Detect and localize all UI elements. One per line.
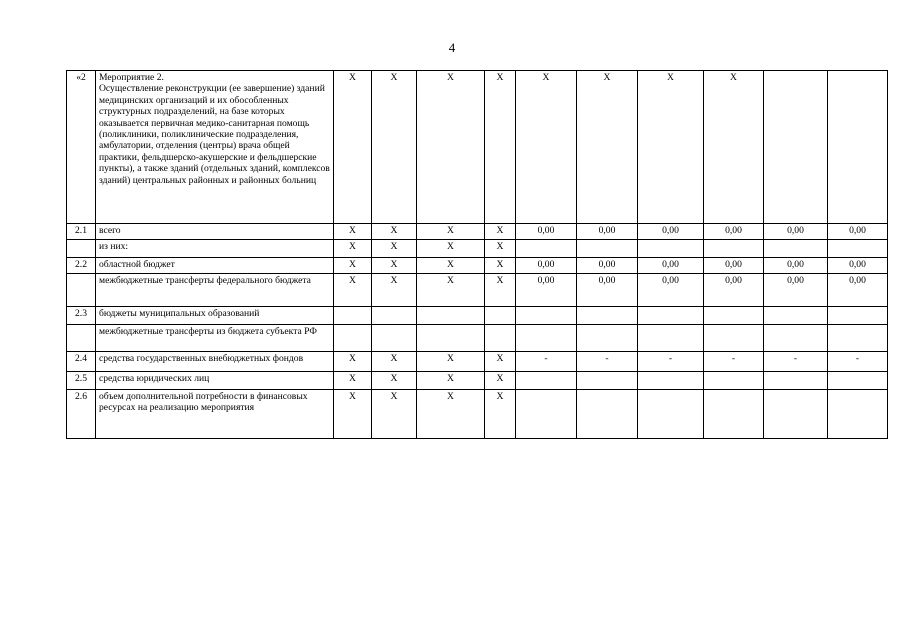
value-cell (516, 390, 577, 439)
value-cell: 0,00 (638, 224, 704, 240)
value-cell (334, 325, 372, 352)
table-body (67, 71, 888, 439)
value-cell: 0,00 (828, 274, 888, 307)
row-name-cell: межбюджетные трансферты из бюджета субъекта РФ (96, 325, 334, 352)
row-number-cell: 2.2 (67, 258, 96, 274)
value-cell: X (417, 240, 485, 258)
table-row (67, 71, 888, 224)
value-cell: X (417, 372, 485, 390)
value-cell (372, 307, 417, 325)
value-cell: - (516, 352, 577, 372)
value-cell (372, 325, 417, 352)
value-cell (764, 372, 828, 390)
table-row (67, 258, 888, 274)
value-cell: X (334, 224, 372, 240)
row-number-cell (67, 240, 96, 258)
value-cell: X (417, 352, 485, 372)
value-cell: 0,00 (704, 224, 764, 240)
value-cell (764, 307, 828, 325)
value-cell: X (417, 71, 485, 224)
value-cell: 0,00 (764, 274, 828, 307)
table-row (67, 224, 888, 240)
value-cell: 0,00 (764, 258, 828, 274)
value-cell: 0,00 (516, 224, 577, 240)
budget-table (66, 70, 888, 439)
value-cell (704, 372, 764, 390)
value-cell: - (577, 352, 638, 372)
value-cell (828, 307, 888, 325)
row-name-cell: средства юридических лиц (96, 372, 334, 390)
value-cell: X (372, 390, 417, 439)
value-cell (638, 325, 704, 352)
value-cell (764, 71, 828, 224)
value-cell (577, 372, 638, 390)
value-cell (577, 307, 638, 325)
value-cell (485, 307, 516, 325)
value-cell: X (417, 274, 485, 307)
value-cell: X (372, 372, 417, 390)
value-cell: X (485, 258, 516, 274)
row-number-cell: 2.5 (67, 372, 96, 390)
value-cell: X (334, 274, 372, 307)
value-cell: X (516, 71, 577, 224)
row-name-cell: всего (96, 224, 334, 240)
value-cell (704, 307, 764, 325)
table-row (67, 274, 888, 307)
row-number-cell (67, 274, 96, 307)
value-cell: X (372, 240, 417, 258)
table-row (67, 352, 888, 372)
value-cell: X (372, 258, 417, 274)
row-name-cell: бюджеты муниципальных образований (96, 307, 334, 325)
row-name-cell: объем дополнительной потребности в финансовых ресурсах на реализацию мероприятия (96, 390, 334, 439)
value-cell: 0,00 (638, 258, 704, 274)
value-cell (828, 325, 888, 352)
value-cell: X (638, 71, 704, 224)
value-cell (764, 325, 828, 352)
value-cell: - (828, 352, 888, 372)
value-cell: 0,00 (577, 274, 638, 307)
row-number-cell (67, 325, 96, 352)
value-cell: 0,00 (577, 258, 638, 274)
row-name-cell: Мероприятие 2. Осуществление реконструкции (ее завершение) зданий медицинских организаций и их обособленных структурных подразделений, на базе которых оказывается первичная медико-санитарная помощь (поликлиники, поликлинические подразделения, амбулатории, отделения (центры) врача общей практики, фельдшерско-акушерские и фельдшерские пункты), а также зданий (отдельных зданий, комплексов зданий) центральных районных и районных больниц (96, 71, 334, 224)
value-cell: 0,00 (828, 224, 888, 240)
value-cell: 0,00 (704, 258, 764, 274)
row-number-cell: 2.4 (67, 352, 96, 372)
value-cell: X (334, 258, 372, 274)
row-name-cell: из них: (96, 240, 334, 258)
value-cell: X (485, 352, 516, 372)
value-cell: X (577, 71, 638, 224)
table-row (67, 390, 888, 439)
value-cell (417, 325, 485, 352)
value-cell (516, 372, 577, 390)
value-cell: - (638, 352, 704, 372)
value-cell (577, 240, 638, 258)
value-cell (828, 71, 888, 224)
value-cell: X (704, 71, 764, 224)
table-row (67, 325, 888, 352)
value-cell (577, 325, 638, 352)
value-cell (764, 390, 828, 439)
value-cell (516, 240, 577, 258)
table-row (67, 240, 888, 258)
value-cell: X (334, 240, 372, 258)
value-cell (417, 307, 485, 325)
value-cell: X (334, 372, 372, 390)
value-cell (704, 390, 764, 439)
value-cell (516, 307, 577, 325)
value-cell: 0,00 (516, 258, 577, 274)
row-number-cell: 2.1 (67, 224, 96, 240)
value-cell (704, 240, 764, 258)
value-cell (828, 372, 888, 390)
value-cell (764, 240, 828, 258)
row-number-cell: 2.3 (67, 307, 96, 325)
row-name-cell: областной бюджет (96, 258, 334, 274)
value-cell (704, 325, 764, 352)
value-cell: X (485, 224, 516, 240)
value-cell: X (417, 390, 485, 439)
value-cell: X (485, 372, 516, 390)
value-cell: 0,00 (638, 274, 704, 307)
row-number-cell: 2.6 (67, 390, 96, 439)
value-cell: - (764, 352, 828, 372)
value-cell (638, 372, 704, 390)
value-cell: 0,00 (516, 274, 577, 307)
value-cell: X (372, 352, 417, 372)
page-number: 4 (448, 40, 456, 55)
table-row (67, 307, 888, 325)
value-cell (638, 240, 704, 258)
value-cell: - (704, 352, 764, 372)
value-cell: 0,00 (704, 274, 764, 307)
table-row (67, 372, 888, 390)
value-cell (638, 390, 704, 439)
value-cell (638, 307, 704, 325)
value-cell: X (485, 240, 516, 258)
value-cell (516, 325, 577, 352)
value-cell (334, 307, 372, 325)
value-cell: X (372, 274, 417, 307)
value-cell (577, 390, 638, 439)
value-cell: 0,00 (577, 224, 638, 240)
row-number-cell: «2 (67, 71, 96, 224)
value-cell (828, 390, 888, 439)
value-cell: X (372, 224, 417, 240)
value-cell (828, 240, 888, 258)
value-cell: X (334, 352, 372, 372)
value-cell: X (485, 274, 516, 307)
value-cell: X (417, 224, 485, 240)
value-cell: 0,00 (764, 224, 828, 240)
row-name-cell: межбюджетные трансферты федерального бюджета (96, 274, 334, 307)
value-cell: X (417, 258, 485, 274)
value-cell: X (485, 71, 516, 224)
value-cell: X (485, 390, 516, 439)
value-cell: X (334, 71, 372, 224)
value-cell: X (372, 71, 417, 224)
value-cell (485, 325, 516, 352)
value-cell: 0,00 (828, 258, 888, 274)
value-cell: X (334, 390, 372, 439)
row-name-cell: средства государственных внебюджетных фондов (96, 352, 334, 372)
